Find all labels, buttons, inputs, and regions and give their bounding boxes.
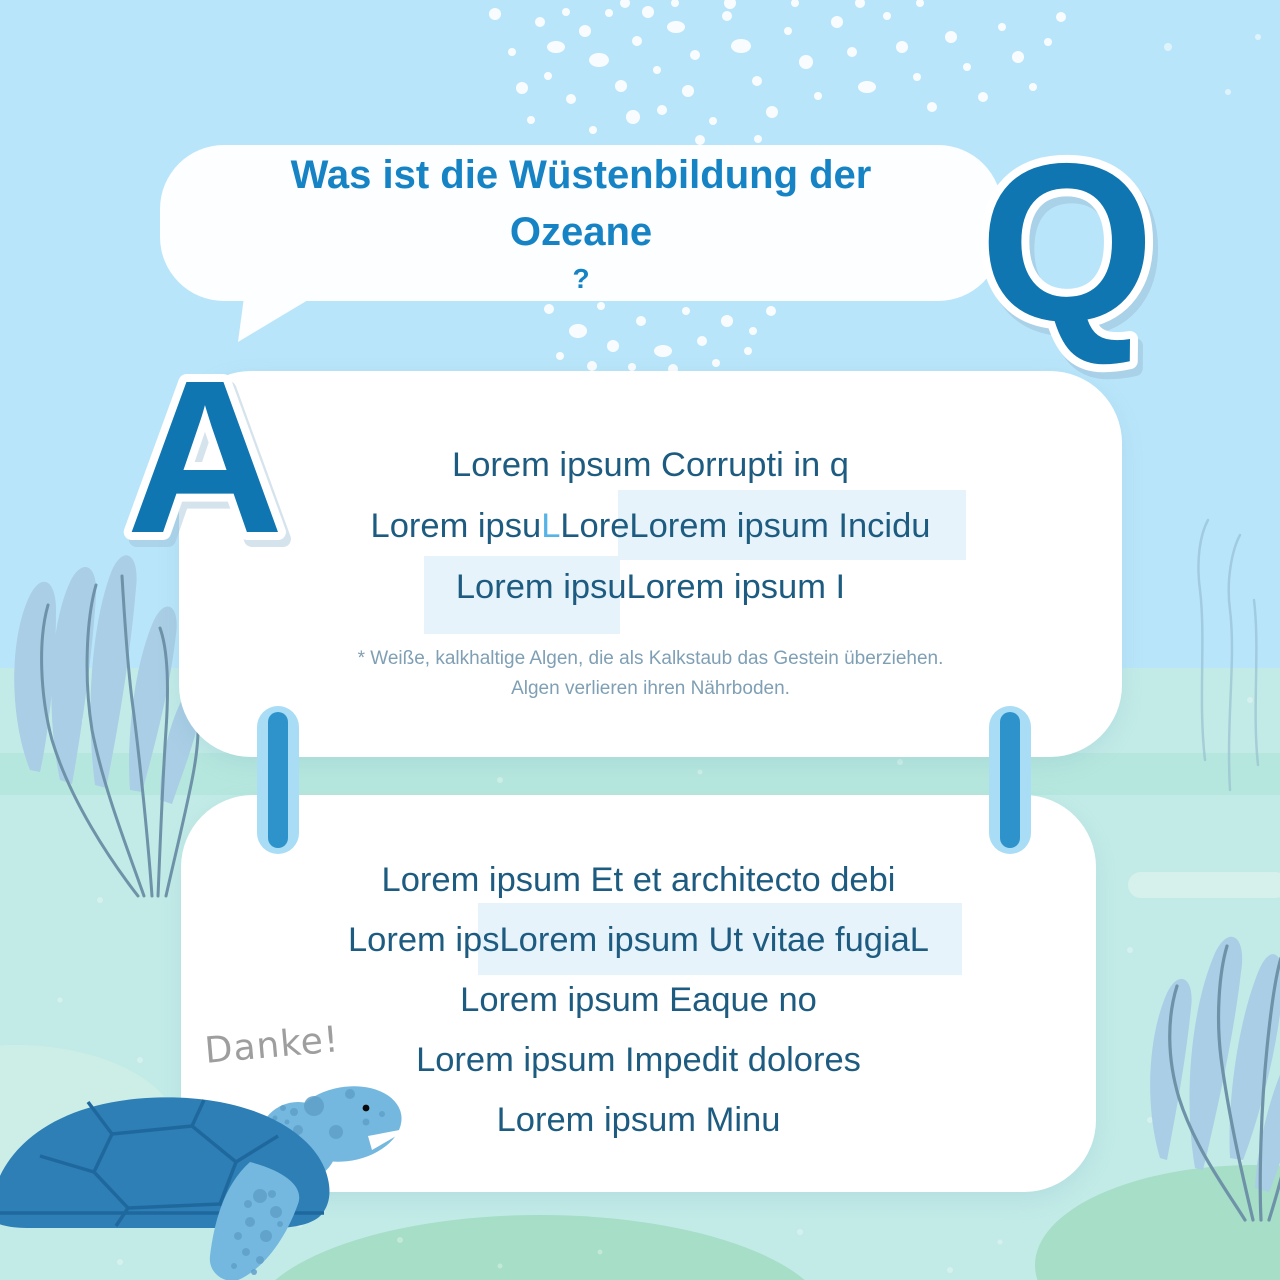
question-mark: ? bbox=[572, 263, 590, 294]
answer-line1: Lorem ipsum Corrupti in q bbox=[452, 446, 849, 484]
detail-line1: Lorem ipsum Et et architecto debi bbox=[381, 861, 896, 899]
question-title-line2: Ozeane bbox=[509, 210, 653, 254]
answer-line2-part1: Lorem ipsu bbox=[370, 507, 542, 545]
faint-seaweed-stems bbox=[1198, 520, 1258, 790]
answer-text bbox=[179, 435, 1122, 618]
connector-pin-left bbox=[268, 712, 288, 848]
detail-line2: Lorem ipsLorem ipsum Ut vitae fugiaL bbox=[347, 921, 929, 959]
question-title-line1: Was ist die Wüstenbildung der bbox=[290, 153, 872, 197]
answer-footnote bbox=[179, 644, 1122, 704]
answer-card bbox=[179, 371, 1122, 757]
detail-line4: Lorem ipsum Impedit dolores bbox=[416, 1041, 861, 1079]
answer-line2-part2: LoreLorem ipsum Incidu bbox=[560, 507, 931, 545]
q-letter: Q bbox=[979, 116, 1155, 368]
thanks-text: Danke! bbox=[203, 1019, 341, 1072]
q-letter-icon bbox=[962, 116, 1172, 368]
a-letter: A bbox=[126, 336, 284, 579]
connector-pin-right bbox=[1000, 712, 1020, 848]
answer-line2 bbox=[179, 496, 1122, 557]
turtle-eye bbox=[363, 1105, 370, 1112]
a-letter-icon bbox=[95, 330, 315, 579]
answer-line3: Lorem ipsuLorem ipsum I bbox=[455, 568, 846, 606]
sea-turtle-illustration bbox=[0, 1072, 428, 1280]
seaweed-right bbox=[1095, 858, 1280, 1280]
detail-line5: Lorem ipsum Minu bbox=[496, 1101, 781, 1139]
question-speech-bubble bbox=[160, 145, 1002, 301]
footnote-line1: * Weiße, kalkhaltige Algen, die als Kalkstaub das Gestein überziehen. bbox=[357, 648, 944, 669]
footnote-line2: Algen verlieren ihren Nährboden. bbox=[511, 678, 790, 699]
detail-line3: Lorem ipsum Eaque no bbox=[460, 981, 817, 1019]
answer-line2-accent: L bbox=[541, 507, 561, 545]
